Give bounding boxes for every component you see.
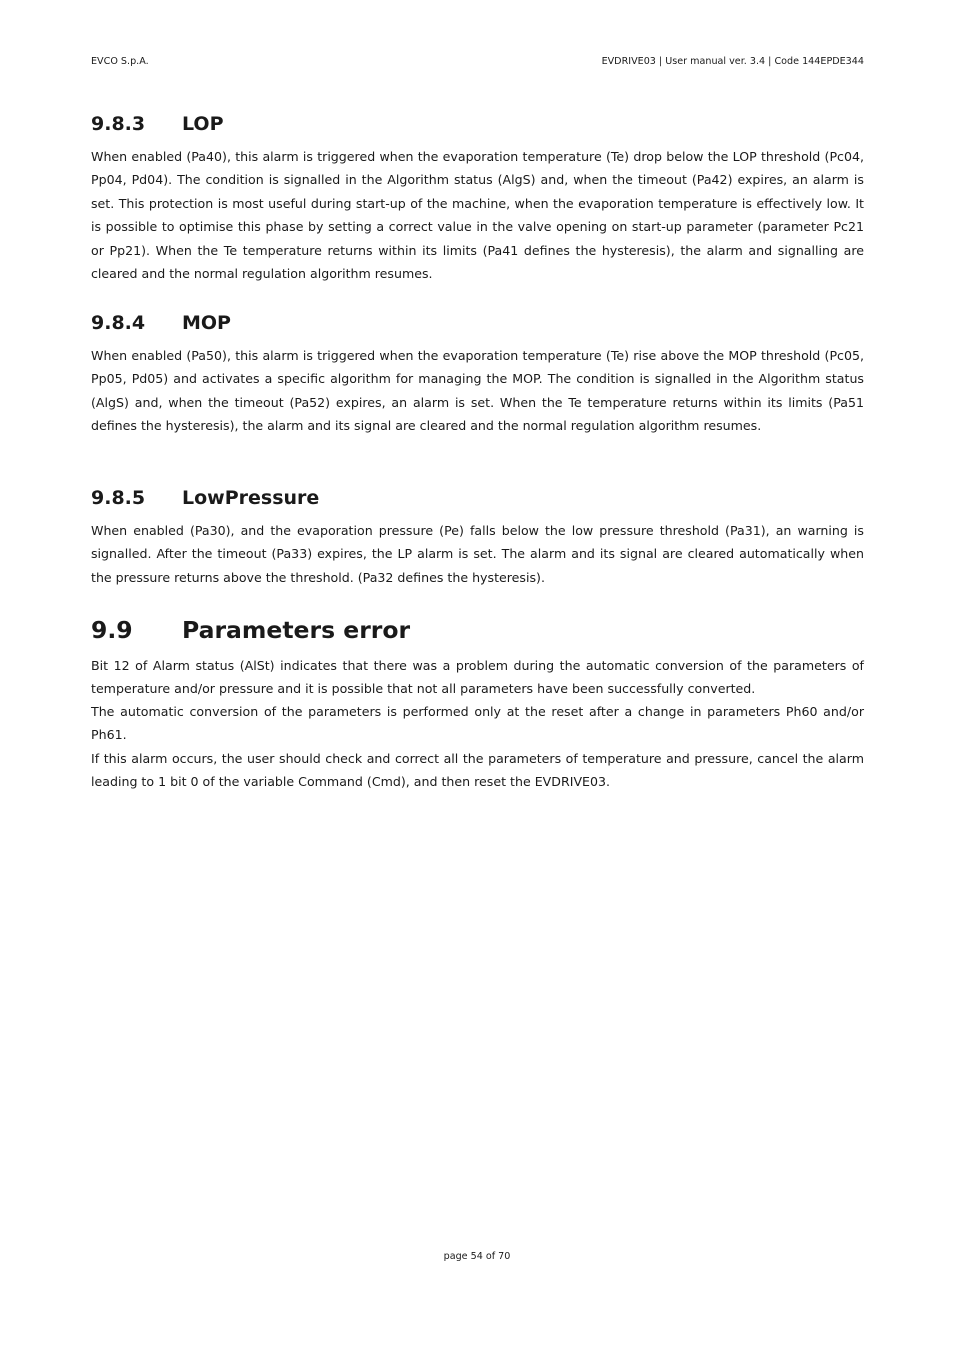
section-heading-lowpressure bbox=[91, 487, 319, 509]
section-number: 9.8.3 bbox=[91, 113, 146, 135]
parameters-error-paragraph-1: Bit 12 of Alarm status (AlSt) indicates that there was a problem during the automatic conversion of the parameters of temperature and/or pressure and it is possible that not all parameters have been successfully converted. bbox=[91, 658, 864, 697]
section-number: 9.9 bbox=[91, 616, 133, 644]
page-number: page 54 of 70 bbox=[443, 1251, 511, 1262]
section-number: 9.8.5 bbox=[91, 487, 146, 509]
section-heading-mop bbox=[91, 312, 231, 334]
page-header bbox=[91, 56, 864, 67]
lop-paragraph: When enabled (Pa40), this alarm is triggered when the evaporation temperature (Te) drop below the LOP threshold (Pc04, Pp04, Pd04). The condition is signalled in the Algorithm status (AlgS) and, when the timeout (Pa42) expires, an alarm is set. This protection is most useful during start-up of the machine, when the evaporation temperature is effectively low. It is possible to optimise this phase by setting a correct value in the valve opening on start-up parameter (parameter Pc21 or Pp21). When the Te temperature returns within its limits (Pa41 defines the hysteresis), the alarm and signalling are cleared and the normal regulation algorithm resumes. bbox=[91, 149, 864, 282]
parameters-error-paragraph-3: If this alarm occurs, the user should check and correct all the parameters of temperature and pressure, cancel the alarm leading to 1 bit 0 of the variable Command (Cmd), and then reset the EVDRIVE03. bbox=[91, 751, 864, 790]
section-title: LowPressure bbox=[182, 487, 320, 509]
section-heading-parameters-error bbox=[91, 616, 410, 644]
section-title: Parameters error bbox=[182, 616, 411, 644]
parameters-error-paragraph-2: The automatic conversion of the parameters is performed only at the reset after a change in parameters Ph60 and/or Ph61. bbox=[91, 704, 864, 743]
section-title: MOP bbox=[182, 312, 231, 334]
section-heading-lop bbox=[91, 113, 224, 135]
mop-paragraph: When enabled (Pa50), this alarm is triggered when the evaporation temperature (Te) rise above the MOP threshold (Pc05, Pp05, Pd05) and activates a specific algorithm for managing the MOP. The condition is signalled in the Algorithm status (AlgS) and, when the timeout (Pa52) expires, an alarm is set. When the Te temperature returns within its limits (Pa51 defines the hysteresis), the alarm and its signal are cleared and the normal regulation algorithm resumes. bbox=[91, 348, 864, 434]
section-number: 9.8.4 bbox=[91, 312, 146, 334]
header-document-info: EVDRIVE03 | User manual ver. 3.4 | Code 144EPDE344 bbox=[601, 56, 864, 67]
header-company: EVCO S.p.A. bbox=[91, 56, 149, 67]
page-footer bbox=[0, 1251, 954, 1262]
lowpressure-paragraph: When enabled (Pa30), and the evaporation pressure (Pe) falls below the low pressure threshold (Pa31), an warning is signalled. After the timeout (Pa33) expires, the LP alarm is set. The alarm and its signal are cleared automatically when the pressure returns above the threshold. (Pa32 defines the hysteresis). bbox=[91, 523, 864, 585]
section-title: LOP bbox=[182, 113, 224, 135]
